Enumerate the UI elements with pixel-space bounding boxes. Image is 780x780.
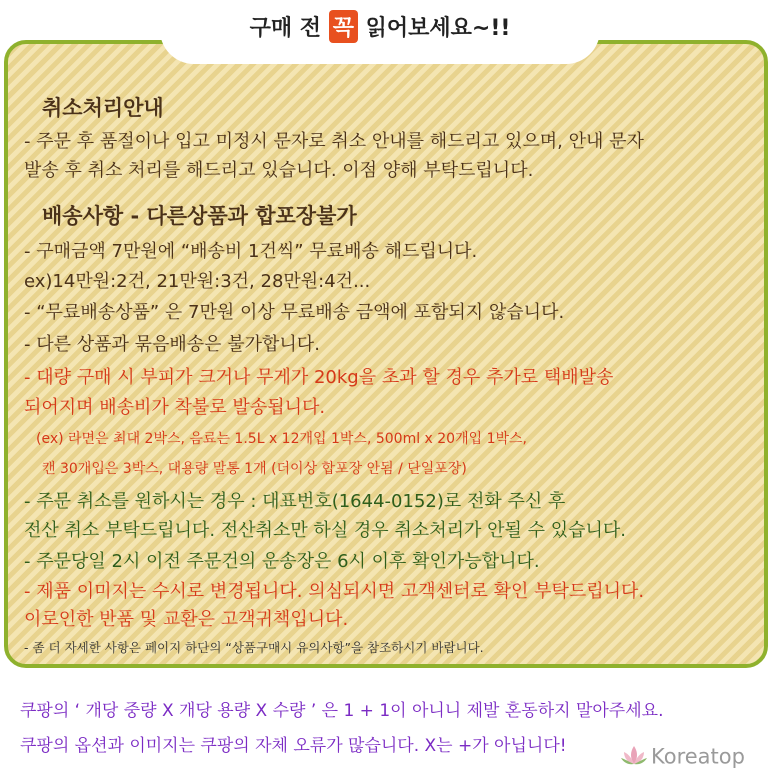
shipping-line: 되어지며 배송비가 착불로 발송됩니다. xyxy=(24,397,326,418)
shipping-line: ex)14만원:2건, 21만원:3건, 28만원:4건... xyxy=(24,271,371,292)
shipping-line: - 대량 구매 시 부피가 크거나 무게가 20kg을 초과 할 경우 추가로 택배발송 xyxy=(24,367,614,388)
footer-line: 쿠팡의 ‘ 개당 중량 X 개당 용량 X 수량 ’ 은 1 + 1이 아니니 제발 혼동하지 말아주세요. xyxy=(20,701,664,721)
shipping-line: - 구매금액 7만원에 “배송비 1건씩” 무료배송 해드립니다. xyxy=(24,241,478,262)
shipping-line: 캔 30개입은 3박스, 대용량 말통 1개 (더이상 합포장 안됨 / 단일포장) xyxy=(42,461,467,477)
header-highlight-badge: 꼭 xyxy=(329,10,358,43)
shipping-line: - “무료배송상품” 은 7만원 이상 무료배송 금액에 포함되지 않습니다. xyxy=(24,302,565,323)
cancel-title: 취소처리안내 xyxy=(42,96,164,120)
cancel-line: - 주문 후 품절이나 입고 미정시 문자로 취소 안내를 해드리고 있으며, 안내 문자 xyxy=(24,131,644,152)
shipping-footnote: - 좀 더 자세한 사항은 페이지 하단의 “상품구매시 유의사항”을 참조하시기 바랍니다. xyxy=(24,640,484,655)
shipping-title: 배송사항 - 다른상품과 합포장불가 xyxy=(42,204,357,228)
shipping-line: - 주문 취소를 원하시는 경우 : 대표번호(1644-0152)로 전화 주신 후 xyxy=(24,491,566,512)
shipping-line: (ex) 라면은 최대 2박스, 음료는 1.5L x 12개입 1박스, 500ml x 20개입 1박스, xyxy=(36,431,527,447)
logo-text: Koreatop xyxy=(651,744,745,769)
shipping-line: - 주문당일 2시 이전 주문건의 운송장은 6시 이후 확인가능합니다. xyxy=(24,551,540,572)
footer-line: 쿠팡의 옵션과 이미지는 쿠팡의 자체 오류가 많습니다. X는 +가 아닙니다! xyxy=(20,736,567,756)
lotus-icon xyxy=(620,744,648,771)
shipping-line: 이로인한 반품 및 교환은 고객귀책입니다. xyxy=(24,609,349,630)
header-text-post: 읽어보세요~!! xyxy=(365,16,511,41)
shipping-line: - 제품 이미지는 수시로 변경됩니다. 의심되시면 고객센터로 확인 부탁드립니다. xyxy=(24,581,645,602)
header-text-pre: 구매 전 xyxy=(249,16,322,41)
header-title xyxy=(160,10,600,43)
shipping-line: - 다른 상품과 묶음배송은 불가합니다. xyxy=(24,334,320,355)
cancel-line: 발송 후 취소 처리를 해드리고 있습니다. 이점 양해 부탁드립니다. xyxy=(24,160,534,181)
koreatop-logo xyxy=(620,744,745,771)
shipping-line: 전산 취소 부탁드립니다. 전산취소만 하실 경우 취소처리가 안될 수 있습니다. xyxy=(24,520,626,541)
